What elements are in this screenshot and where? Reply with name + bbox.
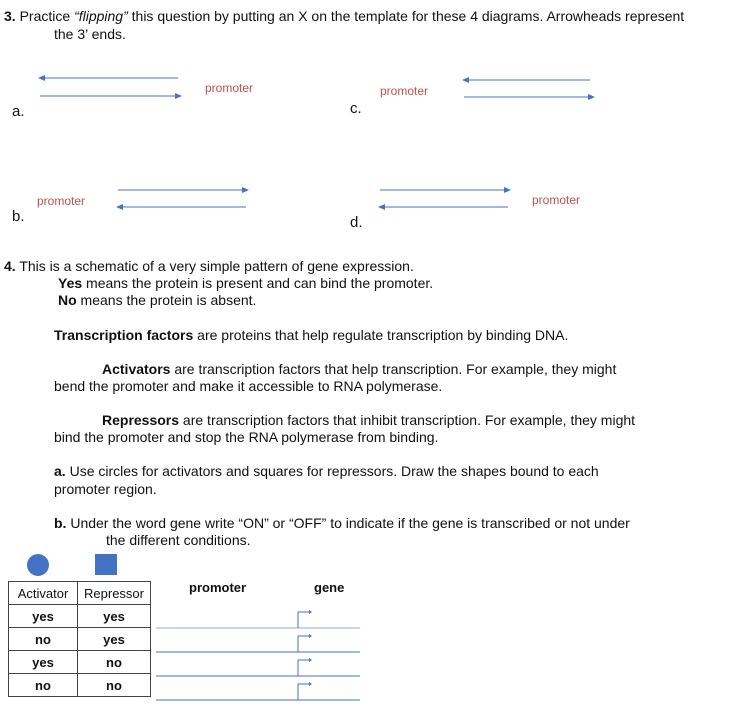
condition-table [8,581,151,697]
cell-repressor: yes [78,605,151,628]
diagram-d-promoter: promoter [532,193,581,207]
cell-repressor: yes [78,628,151,651]
q4-intro: This is a schematic of a very simple pattern of gene expression. [19,258,414,274]
table-row [9,651,151,674]
schematic-row-3 [156,658,360,676]
schematic-row-4 [156,682,360,700]
tss-arrowhead [309,682,312,686]
no-def: means the protein is absent. [76,292,257,308]
gene-schematic [150,600,370,705]
part-b-text1: Under the word gene write “ON” or “OFF” to indicate if the gene is transcribed or not under [66,515,630,531]
q4-no-line [58,292,256,309]
schematic-row-1 [156,610,360,628]
tss-arrow-icon [298,636,310,652]
diagram-c-promoter: promoter [380,84,429,98]
tss-arrowhead [309,610,312,614]
arrowhead-left [378,204,385,210]
repressor-line1 [102,412,635,429]
no-term: No [58,292,77,308]
tss-arrowhead [309,658,312,662]
part-a-line1 [54,463,599,480]
yes-term: Yes [58,275,83,291]
table-header-row [9,582,151,605]
cell-activator: yes [9,605,78,628]
tf-line [54,327,568,344]
diagram-a-strands [38,74,188,104]
activator-def1: are transcription factors that help transcription. For example, they might [170,361,617,377]
schematic-promoter-header: promoter [189,580,247,595]
tss-arrowhead [309,634,312,638]
q3-text-part1: Practice [19,8,75,24]
diagram-d-strands [378,186,518,216]
repressor-term: Repressors [102,412,180,428]
diagram-b-promoter: promoter [37,194,86,208]
tf-def: are proteins that help regulate transcription by binding DNA. [193,327,569,343]
q4-number: 4. [4,258,16,274]
diagram-b-label: b. [12,208,25,225]
repressor-square-icon [95,554,117,575]
diagram-c-strands [462,76,602,106]
part-b-label: b. [54,515,67,531]
part-b-line2: the different conditions. [106,532,251,548]
schematic-row-2 [156,634,360,652]
part-b-line1 [54,515,630,532]
arrowhead-right [175,93,182,99]
diagram-a-label: a. [12,103,25,120]
cell-activator: no [9,628,78,651]
arrowhead-right [242,187,249,193]
arrowhead-left [38,75,45,81]
cell-activator: no [9,674,78,697]
table-row [9,628,151,651]
activator-line1 [102,361,616,378]
activator-term: Activators [102,361,171,377]
activator-circle-icon [27,554,49,576]
q3-line2: the 3’ ends. [54,26,126,42]
diagram-a-promoter: promoter [205,81,254,95]
activator-line2: bend the promoter and make it accessible to RNA polymerase. [54,378,443,394]
repressor-line2: bind the promoter and stop the RNA polymerase from binding. [54,429,439,445]
q3-number: 3. [4,8,16,24]
tss-arrow-icon [298,684,310,700]
cell-repressor: no [78,674,151,697]
part-a-line2: promoter region. [54,481,157,497]
q3-text-part2: this question by putting an X on the template for these 4 diagrams. Arrowheads represent [127,8,685,24]
arrowhead-right [588,94,595,100]
part-a-text1: Use circles for activators and squares for repressors. Draw the shapes bound to each [65,463,599,479]
table-row [9,674,151,697]
arrowhead-left [462,77,469,83]
arrowhead-left [116,204,123,210]
cell-repressor: no [78,651,151,674]
q4-yes-line [58,275,433,292]
header-activator: Activator [9,582,78,605]
q3-text-emph: “flipping” [74,8,128,24]
table-row [9,605,151,628]
diagram-b-strands [116,186,256,216]
q3-line1 [4,8,684,25]
tss-arrow-icon [298,660,310,676]
repressor-def1: are transcription factors that inhibit transcription. For example, they might [179,412,636,428]
cell-activator: yes [9,651,78,674]
tf-term: Transcription factors [54,327,194,343]
arrowhead-right [504,187,511,193]
q4-intro-line [4,258,414,275]
tss-arrow-icon [298,612,310,628]
schematic-gene-header: gene [314,580,345,595]
header-repressor: Repressor [78,582,151,605]
diagram-d-label: d. [350,214,363,231]
yes-def: means the protein is present and can bind the promoter. [82,275,434,291]
diagram-c-label: c. [350,100,362,117]
part-a-label: a. [54,463,66,479]
